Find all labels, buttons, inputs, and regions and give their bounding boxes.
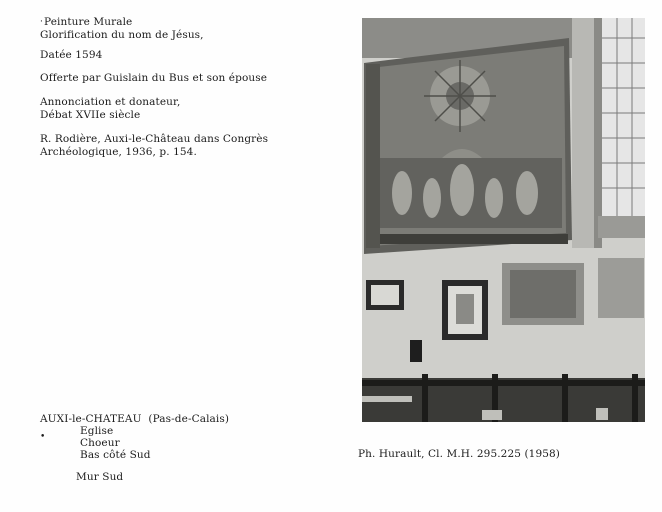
location-building: Eglise	[80, 425, 114, 437]
caption-scene: Annonciation et donateur,	[40, 96, 181, 108]
caption-date: Datée 1594	[40, 49, 103, 61]
caption-period: Débat XVIIe siècle	[40, 109, 141, 121]
location-part: Choeur	[80, 437, 120, 449]
photograph-image	[362, 18, 645, 422]
photo-credit: Ph. Hurault, Cl. M.H. 295.225 (1958)	[358, 448, 560, 460]
location-aisle: Bas côté Sud	[80, 449, 151, 461]
location-wall: Mur Sud	[76, 471, 124, 483]
bullet-mark-2: •	[40, 432, 46, 442]
caption-title: Peinture Murale	[44, 16, 133, 28]
caption-donor: Offerte par Guislain du Bus et son épouse	[40, 72, 268, 84]
caption-reference-cont: Archéologique, 1936, p. 154.	[40, 146, 197, 158]
mural-photograph	[362, 18, 645, 422]
location-department: (Pas-de-Calais)	[148, 413, 230, 425]
location-place	[40, 413, 229, 426]
caption-subject: Glorification du nom de Jésus,	[40, 29, 204, 41]
location-town: AUXI-le-CHATEAU	[40, 413, 142, 425]
caption-reference: R. Rodière, Auxi-le-Château dans Congrès	[40, 133, 269, 145]
bullet-mark: ·	[40, 17, 43, 27]
